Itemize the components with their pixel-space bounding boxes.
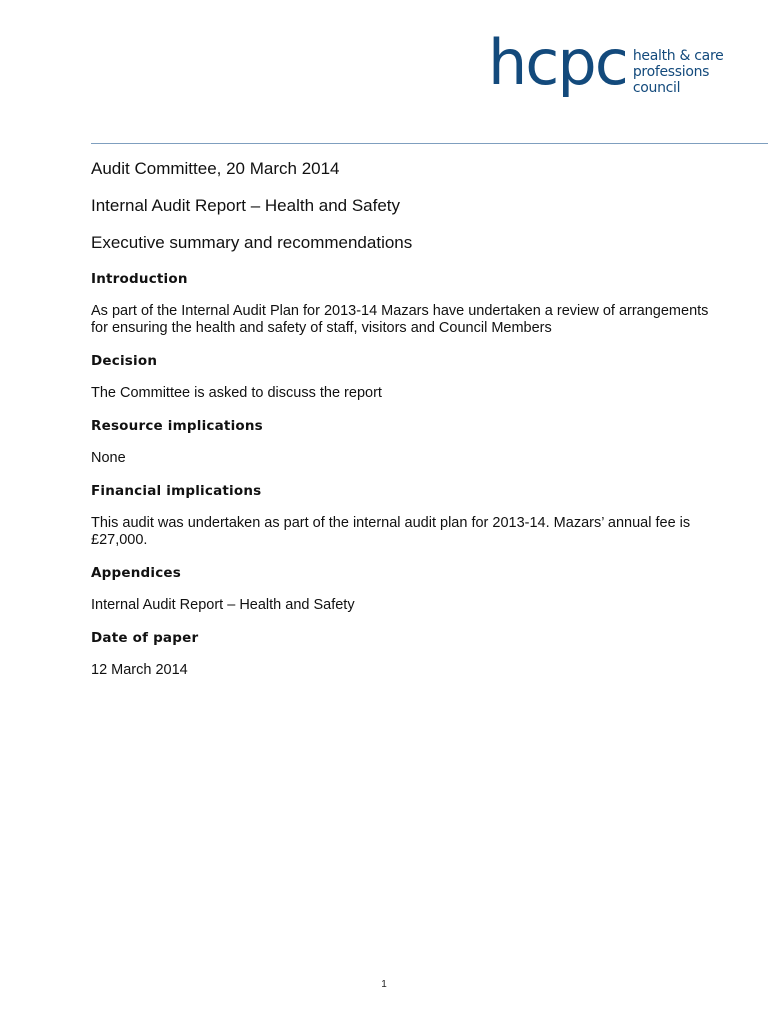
summary-title: Executive summary and recommendations bbox=[91, 233, 413, 252]
section-title-appendices: Appendices bbox=[91, 565, 182, 581]
section-text-resource-implications: None bbox=[91, 450, 126, 466]
section-title-date-of-paper: Date of paper bbox=[91, 630, 199, 646]
header-divider bbox=[91, 143, 768, 144]
section-text-date-of-paper: 12 March 2014 bbox=[91, 662, 188, 678]
section-title-introduction: Introduction bbox=[91, 271, 188, 287]
page-number: 1 bbox=[381, 979, 387, 990]
logo-wordmark: hcpc bbox=[488, 26, 627, 99]
logo-tagline-line3: council bbox=[632, 80, 681, 96]
logo-tagline-line2: professions bbox=[632, 64, 710, 80]
logo-tagline-line1: health & care bbox=[632, 48, 724, 64]
section-title-financial-implications: Financial implications bbox=[91, 483, 262, 499]
hcpc-logo bbox=[488, 26, 724, 106]
section-text-introduction: As part of the Internal Audit Plan for 2013-14 Mazars have undertaken a review of arrangements for ensuring the health and safety of staff, visitors and Council Members bbox=[91, 303, 709, 336]
section-text-financial-implications: This audit was undertaken as part of the internal audit plan for 2013-14. Mazars’ annual fee is £27,000. bbox=[91, 515, 691, 548]
meeting-title: Audit Committee, 20 March 2014 bbox=[91, 159, 340, 178]
document-body bbox=[91, 158, 711, 679]
section-title-decision: Decision bbox=[91, 353, 158, 369]
section-text-appendices: Internal Audit Report – Health and Safety bbox=[91, 597, 355, 613]
section-text-decision: The Committee is asked to discuss the report bbox=[91, 385, 382, 401]
report-title: Internal Audit Report – Health and Safety bbox=[91, 196, 401, 215]
section-title-resource-implications: Resource implications bbox=[91, 418, 263, 434]
logo-tagline bbox=[633, 48, 724, 96]
